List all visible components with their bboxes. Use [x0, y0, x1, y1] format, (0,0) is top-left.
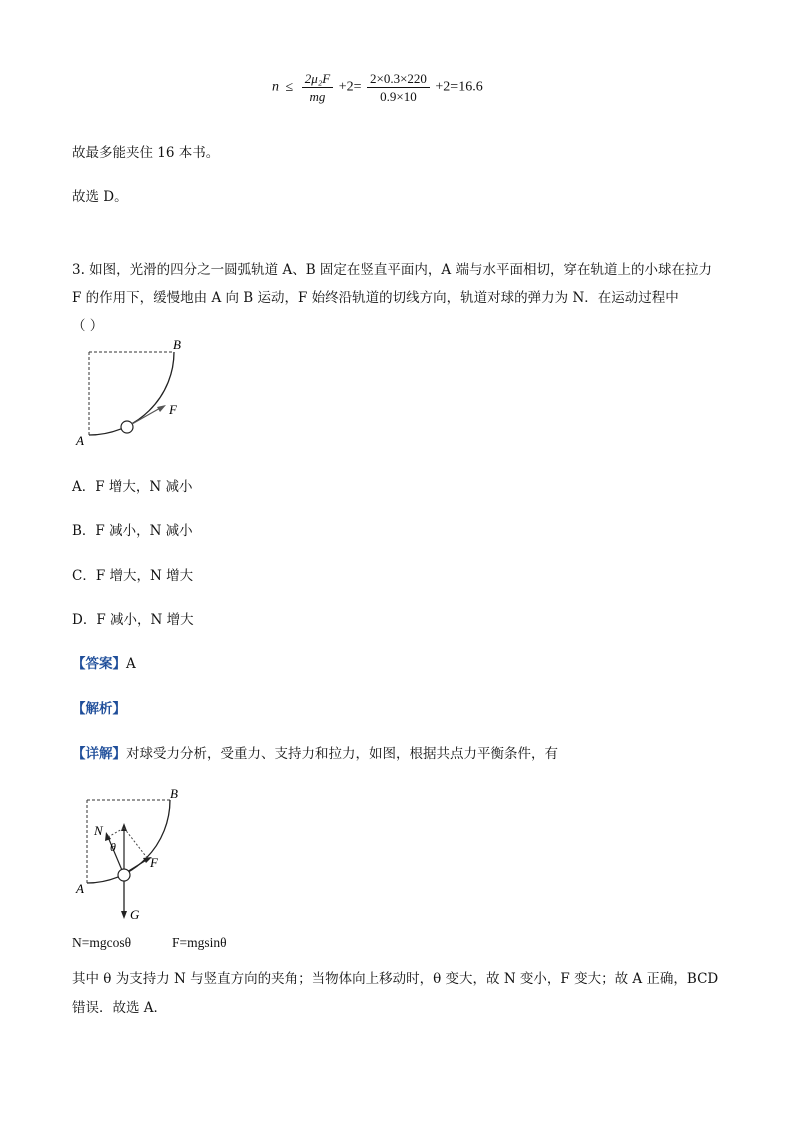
figure-2-label-f: F	[150, 855, 158, 870]
conclusion-line-1: 故最多能夹住 16 本书。	[72, 145, 220, 161]
figure-1-label-b: B	[173, 337, 181, 352]
formula	[272, 70, 483, 105]
question-line-1: 3. 如图，光滑的四分之一圆弧轨道 A、B 固定在竖直平面内，A 端与水平面相切，穿在轨道上的小球在拉力	[72, 262, 712, 278]
detail-text: 对球受力分析，受重力、支持力和拉力，如图，根据共点力平衡条件，有	[126, 746, 558, 762]
figure-2-label-a: A	[76, 881, 84, 896]
question-line-3: （ ）	[72, 318, 104, 334]
answer-value: A	[126, 656, 136, 672]
figure-2-force-diagram	[70, 783, 220, 928]
detail-line	[72, 745, 558, 763]
figure-2-label-n: N	[94, 823, 103, 838]
figure-2-label-theta: θ	[110, 840, 116, 854]
detail-tag: 【详解】	[72, 746, 126, 762]
formula-frac2-num: 2×0.3×220	[367, 70, 430, 88]
figure-2-label-g: G	[130, 907, 140, 922]
formula-fraction-1	[302, 70, 334, 105]
formula-frac1-num: 2μ₂F	[302, 70, 334, 88]
formula-lhs: n	[272, 79, 279, 95]
figure-2-label-b: B	[170, 786, 178, 801]
answer-line	[72, 655, 136, 673]
equation-n: N=mgcosθ	[72, 935, 132, 950]
formula-fraction-2	[367, 70, 430, 105]
analysis-tag: 【解析】	[72, 701, 126, 717]
final-line-1: 其中 θ 为支持力 N 与竖直方向的夹角；当物体向上移动时，θ 变大，故 N 变小，F 变大；故 A 正确，BCD	[72, 971, 719, 987]
figure-1-arc-track	[70, 335, 210, 455]
equation-f: F=mgsinθ	[172, 935, 227, 950]
question-line-2: F 的作用下，缓慢地由 A 向 B 运动，F 始终沿轨道的切线方向，轨道对球的弹力为 N．在运动过程中	[72, 290, 679, 306]
analysis-line	[72, 700, 126, 718]
option-c: C．F 增大，N 增大	[72, 568, 194, 584]
figure-1-label-a: A	[76, 433, 84, 448]
option-d: D．F 减小，N 增大	[72, 612, 194, 628]
answer-tag: 【答案】	[72, 656, 126, 672]
formula-frac1-den: mg	[309, 89, 326, 104]
option-b: B．F 减小，N 减小	[72, 523, 193, 539]
final-line-2: 错误．故选 A．	[72, 1000, 168, 1016]
formula-plus2: +2=16.6	[435, 79, 483, 95]
formula-plus1: +2=	[338, 79, 362, 95]
formula-frac2-den: 0.9×10	[380, 89, 417, 104]
figure-1-label-f: F	[169, 402, 177, 417]
conclusion-line-2: 故选 D。	[72, 189, 128, 205]
option-a: A．F 增大，N 减小	[72, 479, 193, 495]
formula-le: ≤	[285, 79, 294, 95]
